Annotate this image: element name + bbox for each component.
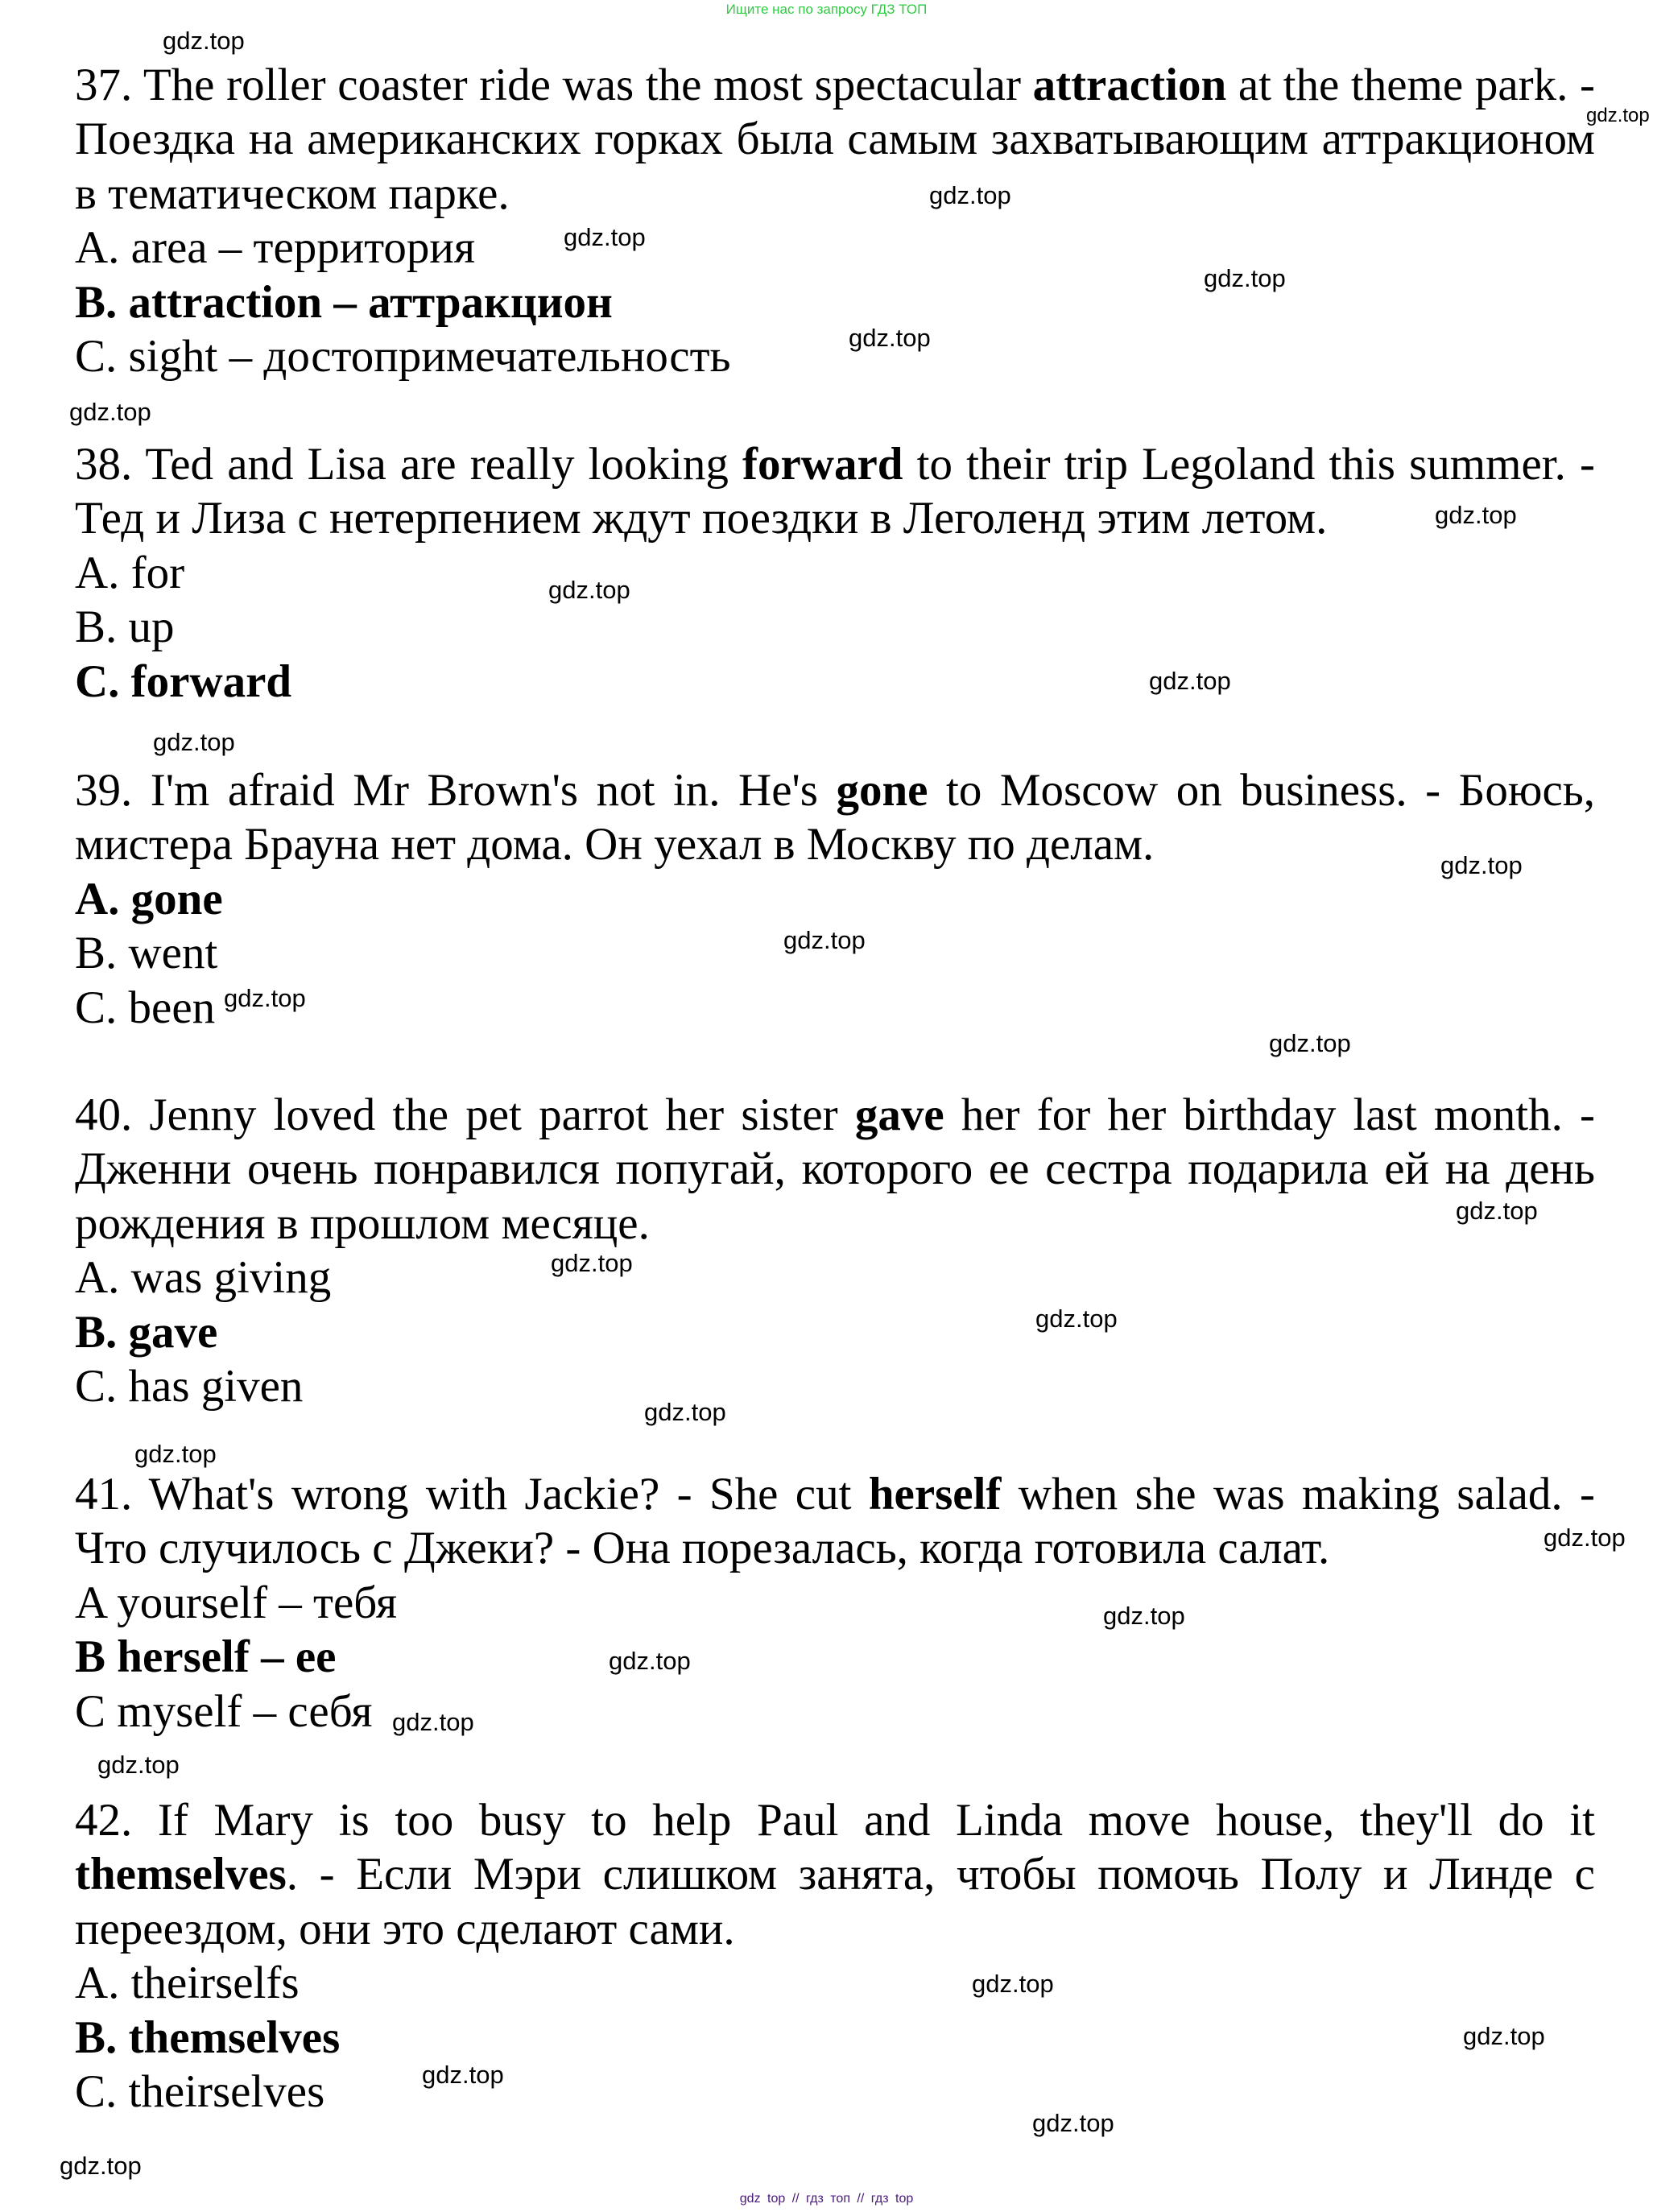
watermark: gdz.top	[1149, 667, 1231, 695]
question-text-pre: 40. Jenny loved the pet parrot her sister	[75, 1089, 855, 1140]
watermark: gdz.top	[551, 1249, 633, 1277]
watermark: gdz.top	[929, 181, 1011, 209]
watermark: gdz.top	[1269, 1029, 1351, 1057]
watermark: gdz.top	[224, 984, 306, 1012]
option: A. was giving	[75, 1252, 332, 1304]
watermark: gdz.top	[1456, 1197, 1538, 1225]
watermark: gdz.top	[1440, 851, 1523, 879]
answer-word: forward	[742, 439, 903, 490]
question-text-post: at the theme park. - Поездка на американских горках была самым захватывающим аттракционом в тематическом парке.	[75, 60, 1595, 219]
search-banner: Ищите нас по запросу ГДЗ ТОП	[725, 2, 928, 17]
question-text-post: her for her birthday last month. - Дженни очень понравился попугай, которого ее сестра подарила ей на день рождения в прошлом месяце.	[75, 1089, 1595, 1249]
watermark: gdz.top	[1032, 2109, 1114, 2137]
correct-option: B. gave	[75, 1306, 218, 1358]
question-text-post: to their trip Legoland this summer. - Тед и Лиза с нетерпением ждут поездки в Леголенд этим летом.	[75, 439, 1595, 544]
answer-word: themselves	[75, 1849, 287, 1900]
correct-option: B. themselves	[75, 2011, 341, 2063]
question-text-pre: 38. Ted and Lisa are really looking	[75, 439, 743, 490]
question-text	[75, 58, 1595, 221]
watermark: gdz.top	[153, 728, 235, 756]
question-text-post: when she was making salad. - Что случилось с Джеки? - Она порезалась, когда готовила салат.	[75, 1469, 1595, 1574]
watermark: gdz.top	[163, 27, 245, 55]
answer-word: gave	[854, 1089, 944, 1140]
option: A. theirselfs	[75, 1958, 300, 2009]
watermark: gdz.top	[1204, 264, 1286, 292]
question-text-pre: 37. The roller coaster ride was the most spectacular	[75, 60, 1033, 110]
question-text-pre: 41. What's wrong with Jackie? - She cut	[75, 1469, 869, 1519]
answer-word: herself	[868, 1469, 1002, 1519]
footer-banner: gdz top // гдз топ // гдз top	[739, 2192, 914, 2206]
watermark: gdz.top	[134, 1440, 217, 1468]
option: A. area – территория	[75, 222, 476, 274]
watermark: gdz.top	[564, 223, 646, 251]
question-text	[75, 1793, 1595, 1956]
question-41	[75, 1467, 1595, 1739]
watermark: gdz.top	[548, 576, 630, 604]
question-text	[75, 1088, 1595, 1251]
watermark: gdz.top	[97, 1751, 180, 1779]
correct-option: B. attraction – аттракцион	[75, 276, 613, 328]
option: A. for	[75, 547, 185, 598]
option: C. been	[75, 982, 216, 1033]
question-text	[75, 1467, 1595, 1576]
watermark: gdz.top	[1103, 1602, 1185, 1630]
watermark: gdz.top	[609, 1647, 691, 1675]
watermark: gdz.top	[1586, 105, 1650, 126]
option: A yourself – тебя	[75, 1577, 398, 1628]
watermark: gdz.top	[422, 2061, 504, 2089]
watermark: gdz.top	[1543, 1524, 1626, 1552]
option: C. theirselves	[75, 2066, 325, 2118]
correct-option: B herself – ее	[75, 1631, 337, 1683]
option: C. has given	[75, 1361, 304, 1412]
answer-word: gone	[836, 765, 928, 816]
question-text	[75, 437, 1595, 546]
correct-option: A. gone	[75, 873, 223, 924]
question-text-post: . - Если Мэри слишком занята, чтобы помочь Полу и Линде с переездом, они это сделают сами.	[75, 1849, 1595, 1954]
watermark: gdz.top	[69, 398, 151, 426]
watermark: gdz.top	[1435, 501, 1517, 529]
watermark: gdz.top	[1035, 1304, 1118, 1333]
watermark: gdz.top	[972, 1970, 1054, 1998]
question-text-post: to Moscow on business. - Боюсь, мистера Брауна нет дома. Он уехал в Москву по делам.	[75, 765, 1596, 870]
question-text-pre: 42. If Mary is too busy to help Paul and Linda move house, they'll do it	[75, 1795, 1595, 1846]
watermark: gdz.top	[783, 926, 866, 954]
question-text-pre: 39. I'm afraid Mr Brown's not in. He's	[75, 765, 837, 816]
watermark: gdz.top	[1463, 2022, 1545, 2050]
option: C. sight – достопримечательность	[75, 331, 731, 382]
question-42	[75, 1793, 1595, 2119]
watermark: gdz.top	[849, 324, 931, 352]
question-text	[75, 763, 1595, 872]
answer-word: attraction	[1032, 60, 1227, 110]
watermark: gdz.top	[60, 2152, 142, 2180]
watermark: gdz.top	[392, 1708, 474, 1736]
correct-option: C. forward	[75, 655, 292, 707]
option: C myself – себя	[75, 1685, 373, 1737]
option: B. up	[75, 602, 175, 653]
question-40	[75, 1088, 1595, 1413]
question-38	[75, 437, 1595, 709]
question-37	[75, 58, 1595, 383]
watermark: gdz.top	[644, 1398, 726, 1426]
option: B. went	[75, 928, 218, 979]
